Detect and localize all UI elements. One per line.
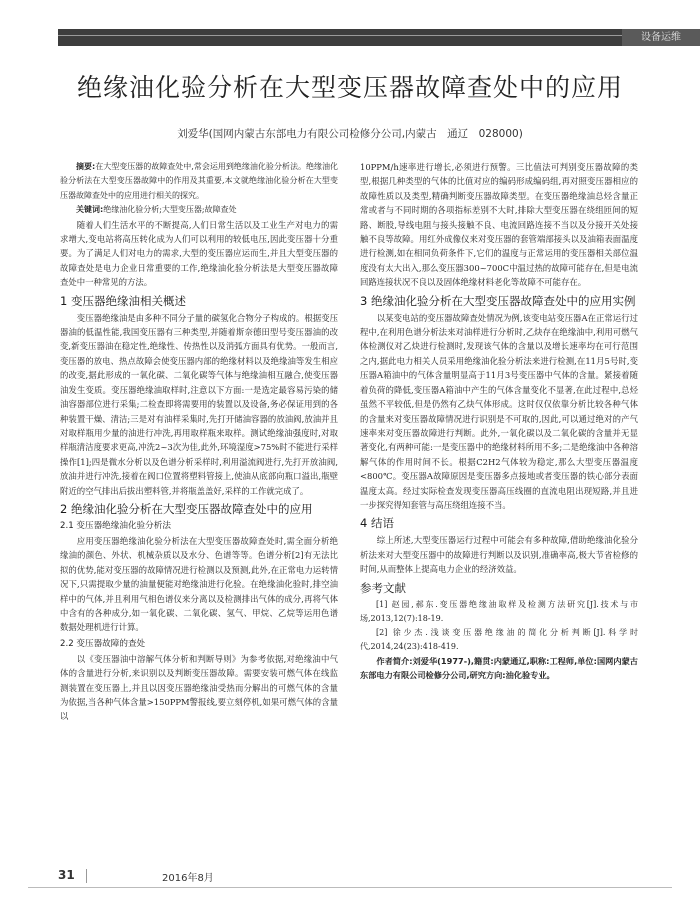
abstract-text: 在大型变压器的故障查处中,常会运用到绝缘油化验分析法。绝缘油化验分析法在大型变压器故障中的作用及其重要,本文就绝缘油化验分析在大型变压器故障查处中的应用进行相关的探究。 xyxy=(60,162,338,200)
author-bio: 作者简介:刘爱华(1977-),籍贯:内蒙通辽,职称:工程师,单位:国网内蒙古东部电力有限公司检修分公司,研究方向:油化验专业。 xyxy=(360,655,638,680)
intro-paragraph: 随着人们生活水平的不断提高,人们日常生活以及工业生产对电力的需求增大,变电站将高压转化成为人们可以利用的较低电压,因此变压器十分重要。为了满足人们对电力的需求,大型的变压器应运而生,并且大型变压器的故障查处是电力企业日常重要的工作,绝缘油化验分析法是大型变压器故障查处中一种常见的方法。 xyxy=(60,219,338,288)
abstract-label: 摘要: xyxy=(76,162,96,171)
author-line: 刘爱华(国网内蒙古东部电力有限公司检修分公司,内蒙古 通辽 028000) xyxy=(177,128,523,140)
keywords-label: 关键词: xyxy=(76,205,104,215)
reference-2: [2] 徐少杰.浅谈变压器绝缘油的简化分析判断[J].科学时代,2014,24(23):418-419. xyxy=(360,627,638,651)
page-number: 31 xyxy=(58,868,75,882)
section-2-2-text: 以《变压器油中溶解气体分析和判断导则》为参考依据,对绝缘油中气体的含量进行分析,来识别以及判断变压器故障。需要安装可燃气体在线监测装置在变压器上,并且以因变压器绝缘油受热而分解出的可燃气体的含量为依据,当各种气体含量>150PPM警报线,要立刻停机,如果可燃气体的含量以 xyxy=(60,653,338,722)
right-column xyxy=(360,160,638,682)
reference-1: [1] 赵园,郝东.变压器绝缘油取样及检测方法研究[J].技术与市场,2013,12(7):18-19. xyxy=(360,599,638,623)
issue-date: 2016年8月 xyxy=(162,873,214,884)
left-column xyxy=(60,160,338,724)
continued-text: 10PPM/h速率进行增长,必须进行预警。三比值法可判别变压器故障的类型,根据几种类型的气体的比值对应的编码形成编码组,再对照变压器相应的故障性质以及类型,精确判断变压器故障类型。在变压器绝缘油总烃含量正常或者与不同时期的各项指标差别不大时,排除大型变压器在绕组匝间的短路、断股,导线电阻与接头接触不良、电流回路连接不当以及分接开关处接触不良等故障。用红外成像仪来对变压器的套管端部接头以及油箱表面温度进行检测,如在相同负荷条件下,它们的温度与正常运用的变压器相关部位温度没有太大出入,那么变压器300~700C中温过热的故障可能存在,但是电流回路连接状况不良以及固体绝缘材料老化等故障不可能存在。 xyxy=(360,162,638,288)
keywords xyxy=(60,203,338,217)
references-heading: 参考文献 xyxy=(360,580,406,595)
section-1-text: 变压器绝缘油是由多种不同分子量的碳氢化合物分子构成的。根据变压器油的低温性能,我国变压器有三种类型,并随着斯奈德田型号变压器油的改变,新变压器油在稳定性,绝缘性、传热性以及消弧方面具有优势。一般而言,变压器的放电、热点故障会使变压器内部的绝缘材料以及绝缘油等发生相应的改变,据此形成的一氧化碳、二氧化碳等气体与绝缘油相互融合,使变压器油发生变质。变压器绝缘油取样时,注意以下方面:一是选定最容易污染的储油容器部位进行采集;二检查即将需要用的装置以及设备,务必保证用到的各种装置干燥、清洁;三是对有油样采集时,先打开储油容器的放油阀,放油并且对取样瓶用少量的油进行冲洗,再用取样瓶来取样。测试绝缘油强度时,对取样瓶清洁度要求更高,冲洗2~3次为佳,此外,环境湿度>75%时不能进行采样操作[1];四是微水分析以及色谱分析采样时,利用溢流阀进行,先打开放油阀,放油并进行冲洗,接着在阀口位置将塑料管接上,使油从底部向瓶口溢出,瓶壁附近的空气排出后拔出塑料管,并将瓶盖盖好,采样的工作就完成了。 xyxy=(60,312,338,496)
header-rule xyxy=(58,35,700,36)
section-3-heading: 3 绝缘油化验分析在大型变压器故障查处中的应用实例 xyxy=(360,293,636,308)
keywords-text: 绝缘油化验分析;大型变压器;故障查处 xyxy=(103,205,237,215)
header-bar xyxy=(58,29,700,46)
section-2-2-heading: 2.2 变压器故障的查处 xyxy=(60,638,146,649)
section-2-1-text: 应用变压器绝缘油化验分析法在大型变压器故障查处时,需全面分析绝缘油的颜色、外状、机械杂质以及水分、色谱等等。色谱分析[2]有无法比拟的优势,能对变压器的故障情况进行检测以及预测,此外,在正常电力运转情况下,只需提取少量的油量便能对绝缘油进行化验。在绝缘油化验时,排空油样中的气体,并且利用气相色谱仪来分离以及检测排出气体的成分,再将气体中含有的各种成分,如一氧化碳、二氧化碳、氢气、甲烷、乙烷等运用色谱数据处理机进行计算。 xyxy=(60,535,338,633)
section-1-heading: 1 变压器绝缘油相关概述 xyxy=(60,293,186,308)
section-4-heading: 4 结语 xyxy=(360,516,394,531)
page-footer xyxy=(28,868,672,886)
footer-rule xyxy=(28,887,672,888)
footer-separator xyxy=(86,869,87,883)
section-4-text: 综上所述,大型变压器运行过程中可能会有多种故障,借助绝缘油化验分析法来对大型变压器中的故障进行判断以及识别,准确率高,极大节省检修的时间,从而整体上提高电力企业的经济效益。 xyxy=(360,535,638,575)
section-2-1-heading: 2.1 变压器绝缘油化验分析法 xyxy=(60,520,171,531)
abstract xyxy=(60,160,338,203)
section-3-text: 以某变电站的变压器故障查处情况为例,该变电站变压器A在正常运行过程中,在利用色谱分析法来对油样进行分析时,乙炔存在绝缘油中,利用可燃气体检测仪对乙炔进行检测时,发现该气体的含量以及增长速率均在可行范围之内,据此电力相关人员采用绝缘油化验分析法来进行检测,在11月5号时,变压器A箱油中的气体含量明显高于11月3号变压器中气体的含量。紧接着随着负荷的降低,变压器A箱油中产生的气体含量变化不显著,在此过程中,总烃虽然不平较低,但是仍然有乙炔气体形成。这时仅仅依靠分析比较各种气体的含量来对变压器故障情况进行识别是不可取的,因此,可以通过绝对的产气速率来对变压器故障进行判断。此外,一氧化碳以及二氧化碳的含量并无显著变化,有两种可能:一是变压器中的绝缘材料所用不多;二是绝缘油中各种溶解气体的作用时间不长。根据C2H2气体较为稳定,那么大型变压器温度<800℃。变压器A故障原因是变压器多点接地或者变压器的铁心部分表面温度太高。经过实际检查发现变压器高压线圈的直流电阻出现短路,并且进一步探究得知套管与高压绕组连接不当。 xyxy=(360,312,638,510)
section-2-heading: 2 绝缘油化验分析在大型变压器故障查处中的应用 xyxy=(60,501,313,516)
article-title: 绝缘油化验分析在大型变压器故障查处中的应用 xyxy=(76,73,623,102)
section-tag: 设备运维 xyxy=(622,29,700,46)
